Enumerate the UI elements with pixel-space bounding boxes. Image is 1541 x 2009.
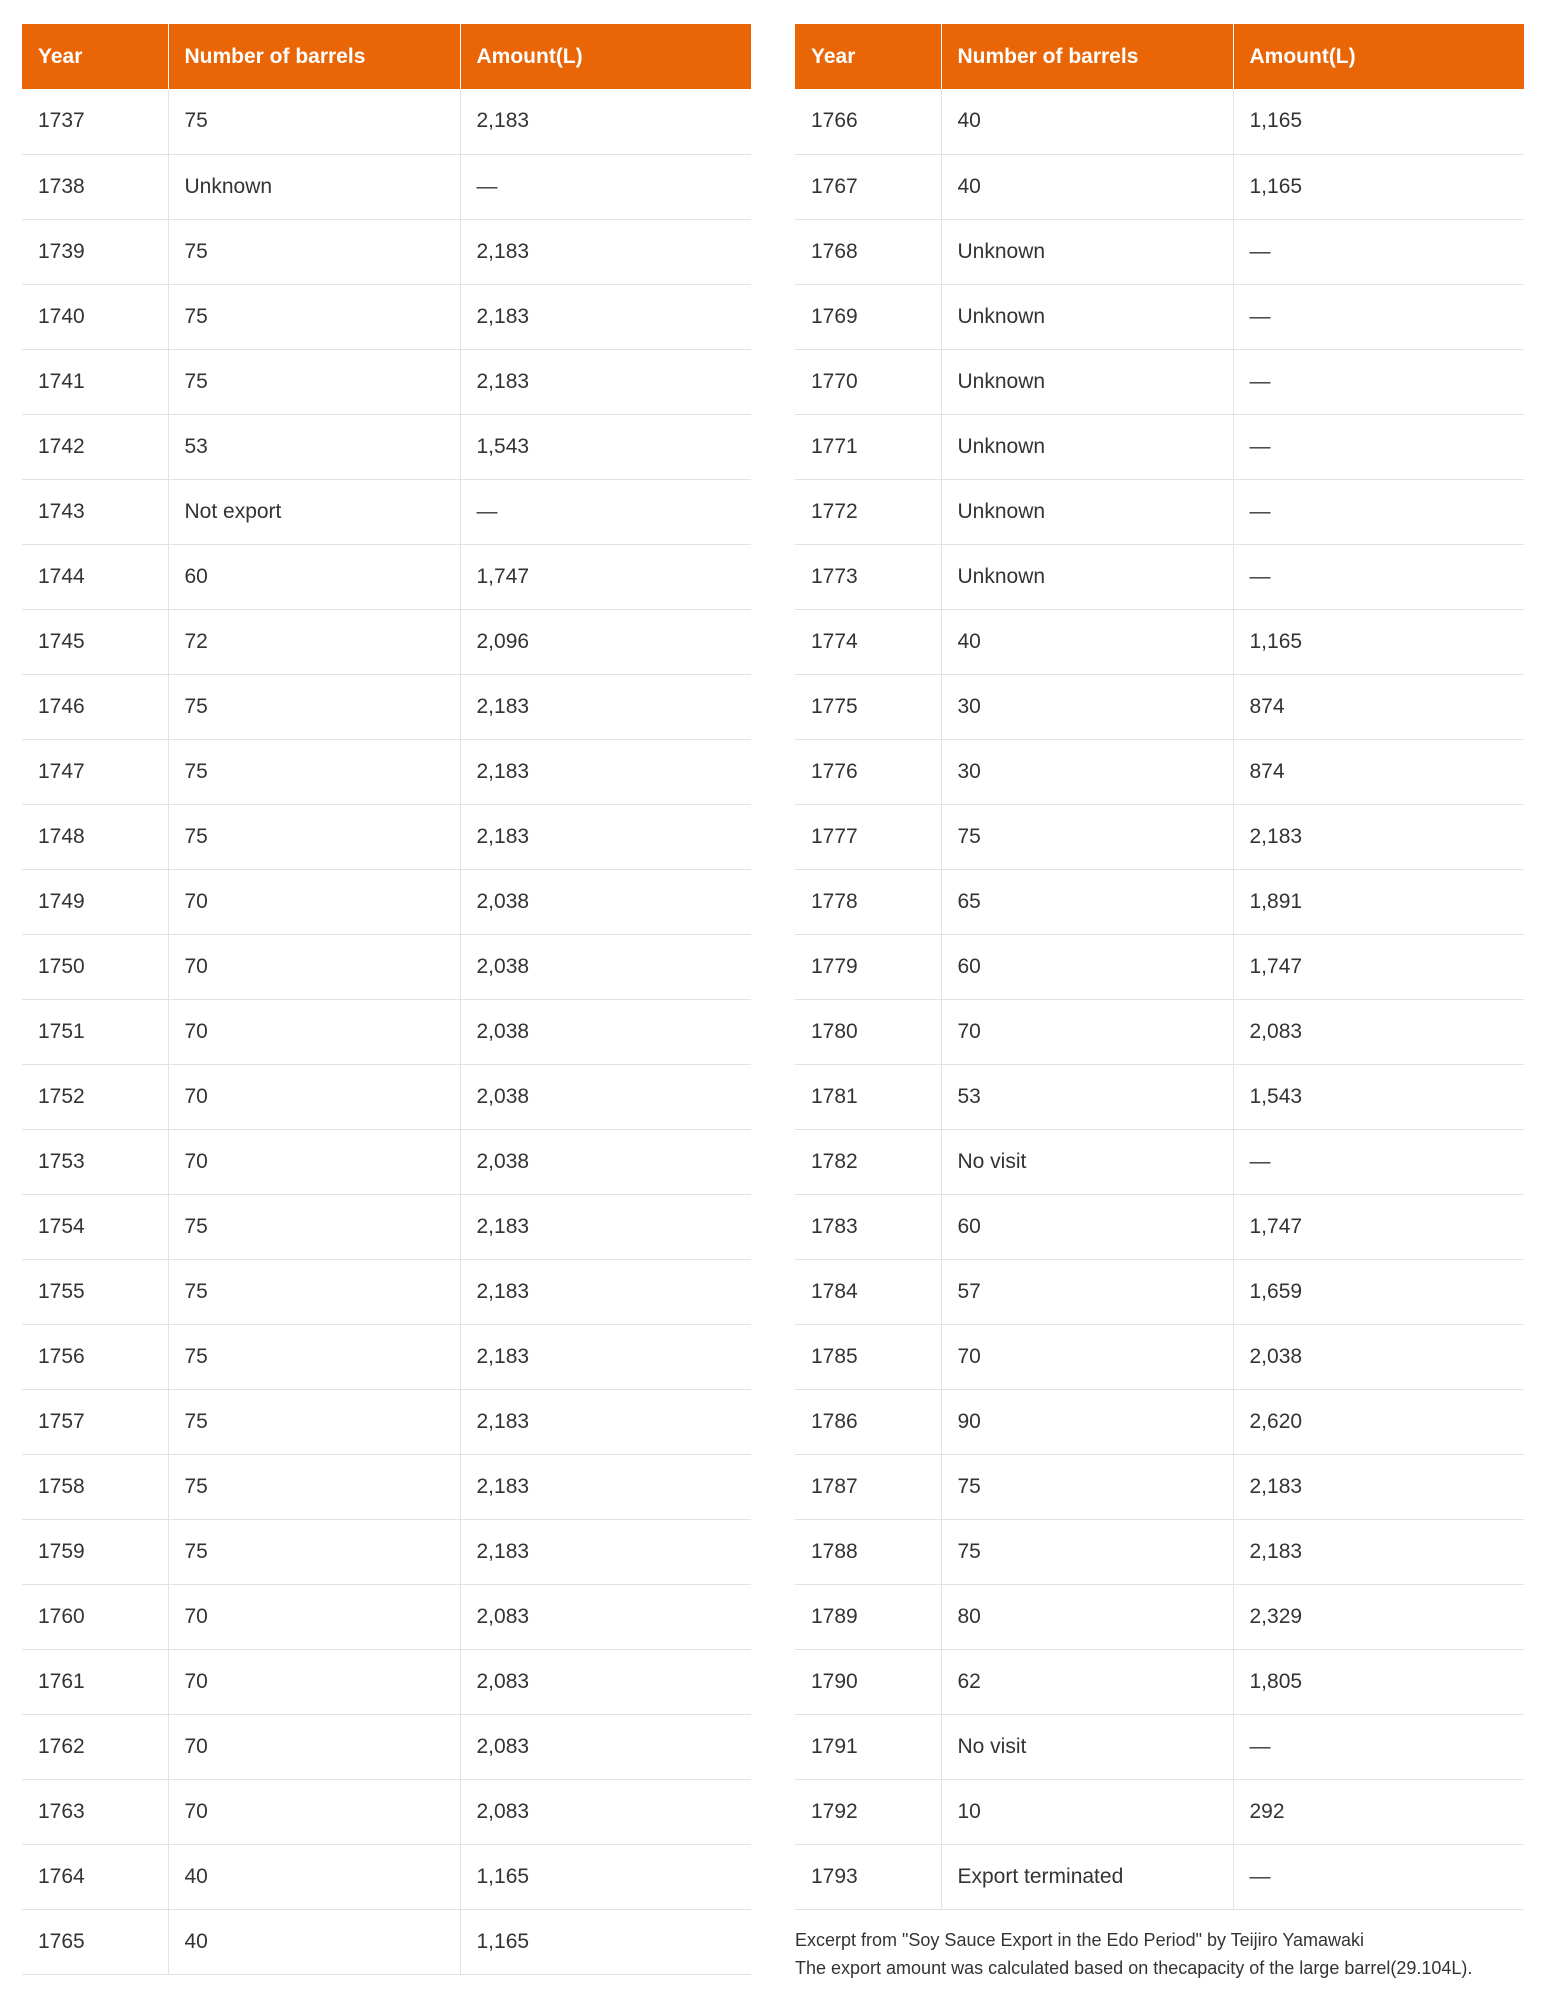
table-row xyxy=(22,1324,751,1389)
cell-amount: — xyxy=(1233,284,1524,349)
cell-year: 1786 xyxy=(795,1389,941,1454)
header-year: Year xyxy=(795,24,941,89)
cell-year: 1787 xyxy=(795,1454,941,1519)
cell-year: 1777 xyxy=(795,804,941,869)
table-row xyxy=(795,1389,1524,1454)
table-row xyxy=(795,1779,1524,1844)
table-row xyxy=(22,1129,751,1194)
cell-year: 1767 xyxy=(795,154,941,219)
cell-amount: 1,165 xyxy=(1233,609,1524,674)
cell-year: 1740 xyxy=(22,284,168,349)
cell-year: 1754 xyxy=(22,1194,168,1259)
cell-amount: 2,038 xyxy=(460,1064,751,1129)
cell-amount: 2,183 xyxy=(460,1324,751,1389)
cell-year: 1771 xyxy=(795,414,941,479)
cell-year: 1739 xyxy=(22,219,168,284)
table-row xyxy=(22,1649,751,1714)
cell-number-of-barrels: 75 xyxy=(941,1519,1233,1584)
cell-amount: 2,183 xyxy=(460,1454,751,1519)
cell-number-of-barrels: 40 xyxy=(941,89,1233,154)
cell-amount: 2,083 xyxy=(460,1584,751,1649)
cell-amount: 2,183 xyxy=(1233,1519,1524,1584)
table-row xyxy=(22,1714,751,1779)
cell-amount: 2,096 xyxy=(460,609,751,674)
table-row xyxy=(22,479,751,544)
cell-amount: 1,165 xyxy=(1233,154,1524,219)
table-row xyxy=(22,1779,751,1844)
cell-year: 1782 xyxy=(795,1129,941,1194)
cell-year: 1760 xyxy=(22,1584,168,1649)
table-row xyxy=(22,349,751,414)
cell-year: 1785 xyxy=(795,1324,941,1389)
cell-amount: 1,659 xyxy=(1233,1259,1524,1324)
cell-amount: — xyxy=(1233,219,1524,284)
cell-amount: 1,165 xyxy=(1233,89,1524,154)
cell-year: 1747 xyxy=(22,739,168,804)
cell-number-of-barrels: Unknown xyxy=(941,414,1233,479)
cell-amount: 292 xyxy=(1233,1779,1524,1844)
header-year: Year xyxy=(22,24,168,89)
cell-number-of-barrels: No visit xyxy=(941,1714,1233,1779)
cell-year: 1741 xyxy=(22,349,168,414)
table-row xyxy=(22,1259,751,1324)
table-row xyxy=(22,1454,751,1519)
cell-number-of-barrels: 10 xyxy=(941,1779,1233,1844)
cell-year: 1757 xyxy=(22,1389,168,1454)
cell-amount: 2,183 xyxy=(460,349,751,414)
cell-year: 1746 xyxy=(22,674,168,739)
cell-amount: 2,183 xyxy=(460,804,751,869)
cell-year: 1783 xyxy=(795,1194,941,1259)
table-row xyxy=(795,674,1524,739)
table-row xyxy=(22,804,751,869)
table-row xyxy=(22,154,751,219)
table-row xyxy=(795,804,1524,869)
cell-amount: 2,038 xyxy=(460,999,751,1064)
table-row xyxy=(795,414,1524,479)
cell-amount: 2,183 xyxy=(460,89,751,154)
cell-amount: 2,620 xyxy=(1233,1389,1524,1454)
cell-number-of-barrels: 40 xyxy=(941,609,1233,674)
table-row xyxy=(22,1909,751,1974)
cell-year: 1743 xyxy=(22,479,168,544)
cell-amount: — xyxy=(460,479,751,544)
table-row xyxy=(795,1194,1524,1259)
source-citation: Excerpt from "Soy Sauce Export in the Edo Period" by Teijiro Yamawaki xyxy=(795,1930,1365,1950)
cell-number-of-barrels: 75 xyxy=(168,1389,460,1454)
table-row xyxy=(795,1649,1524,1714)
table-row xyxy=(22,1389,751,1454)
table-row xyxy=(795,544,1524,609)
table-row xyxy=(795,739,1524,804)
cell-number-of-barrels: 60 xyxy=(168,544,460,609)
cell-amount: 2,183 xyxy=(460,1519,751,1584)
table-row xyxy=(22,1519,751,1584)
table-row xyxy=(795,609,1524,674)
cell-amount: 2,038 xyxy=(460,1129,751,1194)
cell-amount: 1,543 xyxy=(1233,1064,1524,1129)
cell-amount: 874 xyxy=(1233,674,1524,739)
table-row xyxy=(22,739,751,804)
cell-amount: 2,038 xyxy=(460,869,751,934)
cell-year: 1784 xyxy=(795,1259,941,1324)
cell-year: 1769 xyxy=(795,284,941,349)
cell-year: 1750 xyxy=(22,934,168,999)
cell-year: 1745 xyxy=(22,609,168,674)
cell-amount: 2,038 xyxy=(460,934,751,999)
cell-year: 1763 xyxy=(22,1779,168,1844)
cell-number-of-barrels: 80 xyxy=(941,1584,1233,1649)
cell-number-of-barrels: 75 xyxy=(941,1454,1233,1519)
header-amount: Amount(L) xyxy=(1233,24,1524,89)
cell-year: 1789 xyxy=(795,1584,941,1649)
cell-number-of-barrels: 75 xyxy=(168,804,460,869)
cell-year: 1762 xyxy=(22,1714,168,1779)
cell-number-of-barrels: Unknown xyxy=(168,154,460,219)
cell-number-of-barrels: 53 xyxy=(941,1064,1233,1129)
cell-amount: — xyxy=(1233,544,1524,609)
cell-year: 1749 xyxy=(22,869,168,934)
cell-amount: 2,183 xyxy=(1233,1454,1524,1519)
cell-amount: 2,183 xyxy=(460,1389,751,1454)
cell-year: 1756 xyxy=(22,1324,168,1389)
cell-number-of-barrels: 75 xyxy=(168,1259,460,1324)
cell-year: 1775 xyxy=(795,674,941,739)
cell-year: 1751 xyxy=(22,999,168,1064)
cell-year: 1744 xyxy=(22,544,168,609)
export-table-left xyxy=(22,24,751,1975)
source-note xyxy=(795,1926,1472,1982)
cell-year: 1764 xyxy=(22,1844,168,1909)
cell-number-of-barrels: Not export xyxy=(168,479,460,544)
table-row xyxy=(22,1844,751,1909)
cell-amount: — xyxy=(460,154,751,219)
cell-number-of-barrels: Unknown xyxy=(941,479,1233,544)
table-header-row xyxy=(795,24,1524,89)
table-row xyxy=(22,1064,751,1129)
cell-amount: — xyxy=(1233,1844,1524,1909)
table-row xyxy=(795,89,1524,154)
cell-number-of-barrels: 40 xyxy=(941,154,1233,219)
table-row xyxy=(795,154,1524,219)
cell-number-of-barrels: 40 xyxy=(168,1844,460,1909)
table-row xyxy=(22,1194,751,1259)
header-amount: Amount(L) xyxy=(460,24,751,89)
table-row xyxy=(795,1714,1524,1779)
cell-number-of-barrels: 65 xyxy=(941,869,1233,934)
table-row xyxy=(22,544,751,609)
cell-year: 1776 xyxy=(795,739,941,804)
cell-year: 1748 xyxy=(22,804,168,869)
cell-number-of-barrels: 75 xyxy=(168,89,460,154)
cell-year: 1753 xyxy=(22,1129,168,1194)
cell-year: 1773 xyxy=(795,544,941,609)
cell-year: 1790 xyxy=(795,1649,941,1714)
cell-number-of-barrels: Unknown xyxy=(941,219,1233,284)
cell-number-of-barrels: 75 xyxy=(168,1194,460,1259)
cell-amount: 1,805 xyxy=(1233,1649,1524,1714)
table-row xyxy=(22,999,751,1064)
cell-amount: — xyxy=(1233,479,1524,544)
cell-number-of-barrels: 75 xyxy=(941,804,1233,869)
table-row xyxy=(795,1844,1524,1909)
cell-year: 1781 xyxy=(795,1064,941,1129)
cell-amount: 2,183 xyxy=(460,674,751,739)
table-row xyxy=(22,89,751,154)
cell-amount: 2,183 xyxy=(460,284,751,349)
cell-number-of-barrels: 75 xyxy=(168,349,460,414)
cell-number-of-barrels: 70 xyxy=(941,999,1233,1064)
cell-number-of-barrels: 53 xyxy=(168,414,460,479)
cell-year: 1761 xyxy=(22,1649,168,1714)
cell-amount: 2,083 xyxy=(460,1649,751,1714)
cell-number-of-barrels: 70 xyxy=(941,1324,1233,1389)
cell-number-of-barrels: 40 xyxy=(168,1909,460,1974)
table-row xyxy=(22,674,751,739)
cell-amount: 2,183 xyxy=(460,1259,751,1324)
table-row xyxy=(795,479,1524,544)
table-row xyxy=(795,999,1524,1064)
cell-year: 1755 xyxy=(22,1259,168,1324)
cell-year: 1780 xyxy=(795,999,941,1064)
cell-amount: — xyxy=(1233,1714,1524,1779)
table-row xyxy=(795,219,1524,284)
cell-year: 1758 xyxy=(22,1454,168,1519)
cell-amount: 1,165 xyxy=(460,1909,751,1974)
cell-number-of-barrels: 75 xyxy=(168,1519,460,1584)
cell-year: 1770 xyxy=(795,349,941,414)
cell-number-of-barrels: Unknown xyxy=(941,349,1233,414)
cell-number-of-barrels: 75 xyxy=(168,674,460,739)
cell-amount: 2,183 xyxy=(460,1194,751,1259)
cell-number-of-barrels: Unknown xyxy=(941,544,1233,609)
table-row xyxy=(22,219,751,284)
cell-amount: — xyxy=(1233,414,1524,479)
cell-year: 1791 xyxy=(795,1714,941,1779)
table-row xyxy=(22,869,751,934)
cell-year: 1774 xyxy=(795,609,941,674)
cell-amount: 1,891 xyxy=(1233,869,1524,934)
table-row xyxy=(795,1064,1524,1129)
table-row xyxy=(795,1519,1524,1584)
cell-year: 1792 xyxy=(795,1779,941,1844)
cell-number-of-barrels: 70 xyxy=(168,999,460,1064)
cell-number-of-barrels: 72 xyxy=(168,609,460,674)
cell-number-of-barrels: Export terminated xyxy=(941,1844,1233,1909)
cell-number-of-barrels: 90 xyxy=(941,1389,1233,1454)
cell-year: 1779 xyxy=(795,934,941,999)
cell-amount: — xyxy=(1233,1129,1524,1194)
cell-year: 1742 xyxy=(22,414,168,479)
cell-number-of-barrels: 60 xyxy=(941,934,1233,999)
table-row xyxy=(22,284,751,349)
header-number-of-barrels: Number of barrels xyxy=(168,24,460,89)
cell-year: 1778 xyxy=(795,869,941,934)
cell-year: 1788 xyxy=(795,1519,941,1584)
table-row xyxy=(795,284,1524,349)
calculation-note: The export amount was calculated based on thecapacity of the large barrel(29.104L). xyxy=(795,1958,1473,1978)
cell-year: 1766 xyxy=(795,89,941,154)
cell-amount: 1,165 xyxy=(460,1844,751,1909)
cell-year: 1737 xyxy=(22,89,168,154)
cell-number-of-barrels: 70 xyxy=(168,1129,460,1194)
cell-amount: 2,183 xyxy=(460,219,751,284)
cell-number-of-barrels: 30 xyxy=(941,739,1233,804)
cell-number-of-barrels: 70 xyxy=(168,869,460,934)
cell-amount: 2,329 xyxy=(1233,1584,1524,1649)
cell-number-of-barrels: 75 xyxy=(168,284,460,349)
cell-amount: 1,747 xyxy=(460,544,751,609)
table-row xyxy=(22,414,751,479)
cell-amount: 1,747 xyxy=(1233,934,1524,999)
cell-number-of-barrels: 30 xyxy=(941,674,1233,739)
cell-year: 1752 xyxy=(22,1064,168,1129)
cell-number-of-barrels: 60 xyxy=(941,1194,1233,1259)
table-row xyxy=(795,349,1524,414)
table-row xyxy=(795,1129,1524,1194)
cell-number-of-barrels: 70 xyxy=(168,1649,460,1714)
cell-year: 1772 xyxy=(795,479,941,544)
cell-number-of-barrels: 57 xyxy=(941,1259,1233,1324)
cell-amount: 1,747 xyxy=(1233,1194,1524,1259)
table-row xyxy=(22,934,751,999)
table-row xyxy=(795,1259,1524,1324)
cell-amount: 2,083 xyxy=(460,1779,751,1844)
table-row xyxy=(795,1454,1524,1519)
cell-amount: 2,183 xyxy=(1233,804,1524,869)
cell-number-of-barrels: 70 xyxy=(168,1714,460,1779)
cell-number-of-barrels: 70 xyxy=(168,1779,460,1844)
cell-number-of-barrels: Unknown xyxy=(941,284,1233,349)
cell-amount: 2,038 xyxy=(1233,1324,1524,1389)
cell-amount: — xyxy=(1233,349,1524,414)
cell-year: 1765 xyxy=(22,1909,168,1974)
table-row xyxy=(795,934,1524,999)
cell-number-of-barrels: 75 xyxy=(168,1454,460,1519)
cell-year: 1759 xyxy=(22,1519,168,1584)
cell-year: 1738 xyxy=(22,154,168,219)
cell-number-of-barrels: 75 xyxy=(168,219,460,284)
cell-number-of-barrels: 75 xyxy=(168,1324,460,1389)
table-row xyxy=(795,1584,1524,1649)
cell-amount: 874 xyxy=(1233,739,1524,804)
table-row xyxy=(795,1324,1524,1389)
cell-number-of-barrels: 62 xyxy=(941,1649,1233,1714)
table-header-row xyxy=(22,24,751,89)
table-row xyxy=(22,1584,751,1649)
cell-number-of-barrels: 70 xyxy=(168,1584,460,1649)
cell-amount: 2,183 xyxy=(460,739,751,804)
cell-year: 1768 xyxy=(795,219,941,284)
cell-number-of-barrels: 75 xyxy=(168,739,460,804)
cell-amount: 2,083 xyxy=(1233,999,1524,1064)
cell-number-of-barrels: No visit xyxy=(941,1129,1233,1194)
table-row xyxy=(22,609,751,674)
cell-amount: 1,543 xyxy=(460,414,751,479)
cell-amount: 2,083 xyxy=(460,1714,751,1779)
cell-year: 1793 xyxy=(795,1844,941,1909)
export-table-right xyxy=(795,24,1524,1910)
cell-number-of-barrels: 70 xyxy=(168,1064,460,1129)
header-number-of-barrels: Number of barrels xyxy=(941,24,1233,89)
table-row xyxy=(795,869,1524,934)
cell-number-of-barrels: 70 xyxy=(168,934,460,999)
